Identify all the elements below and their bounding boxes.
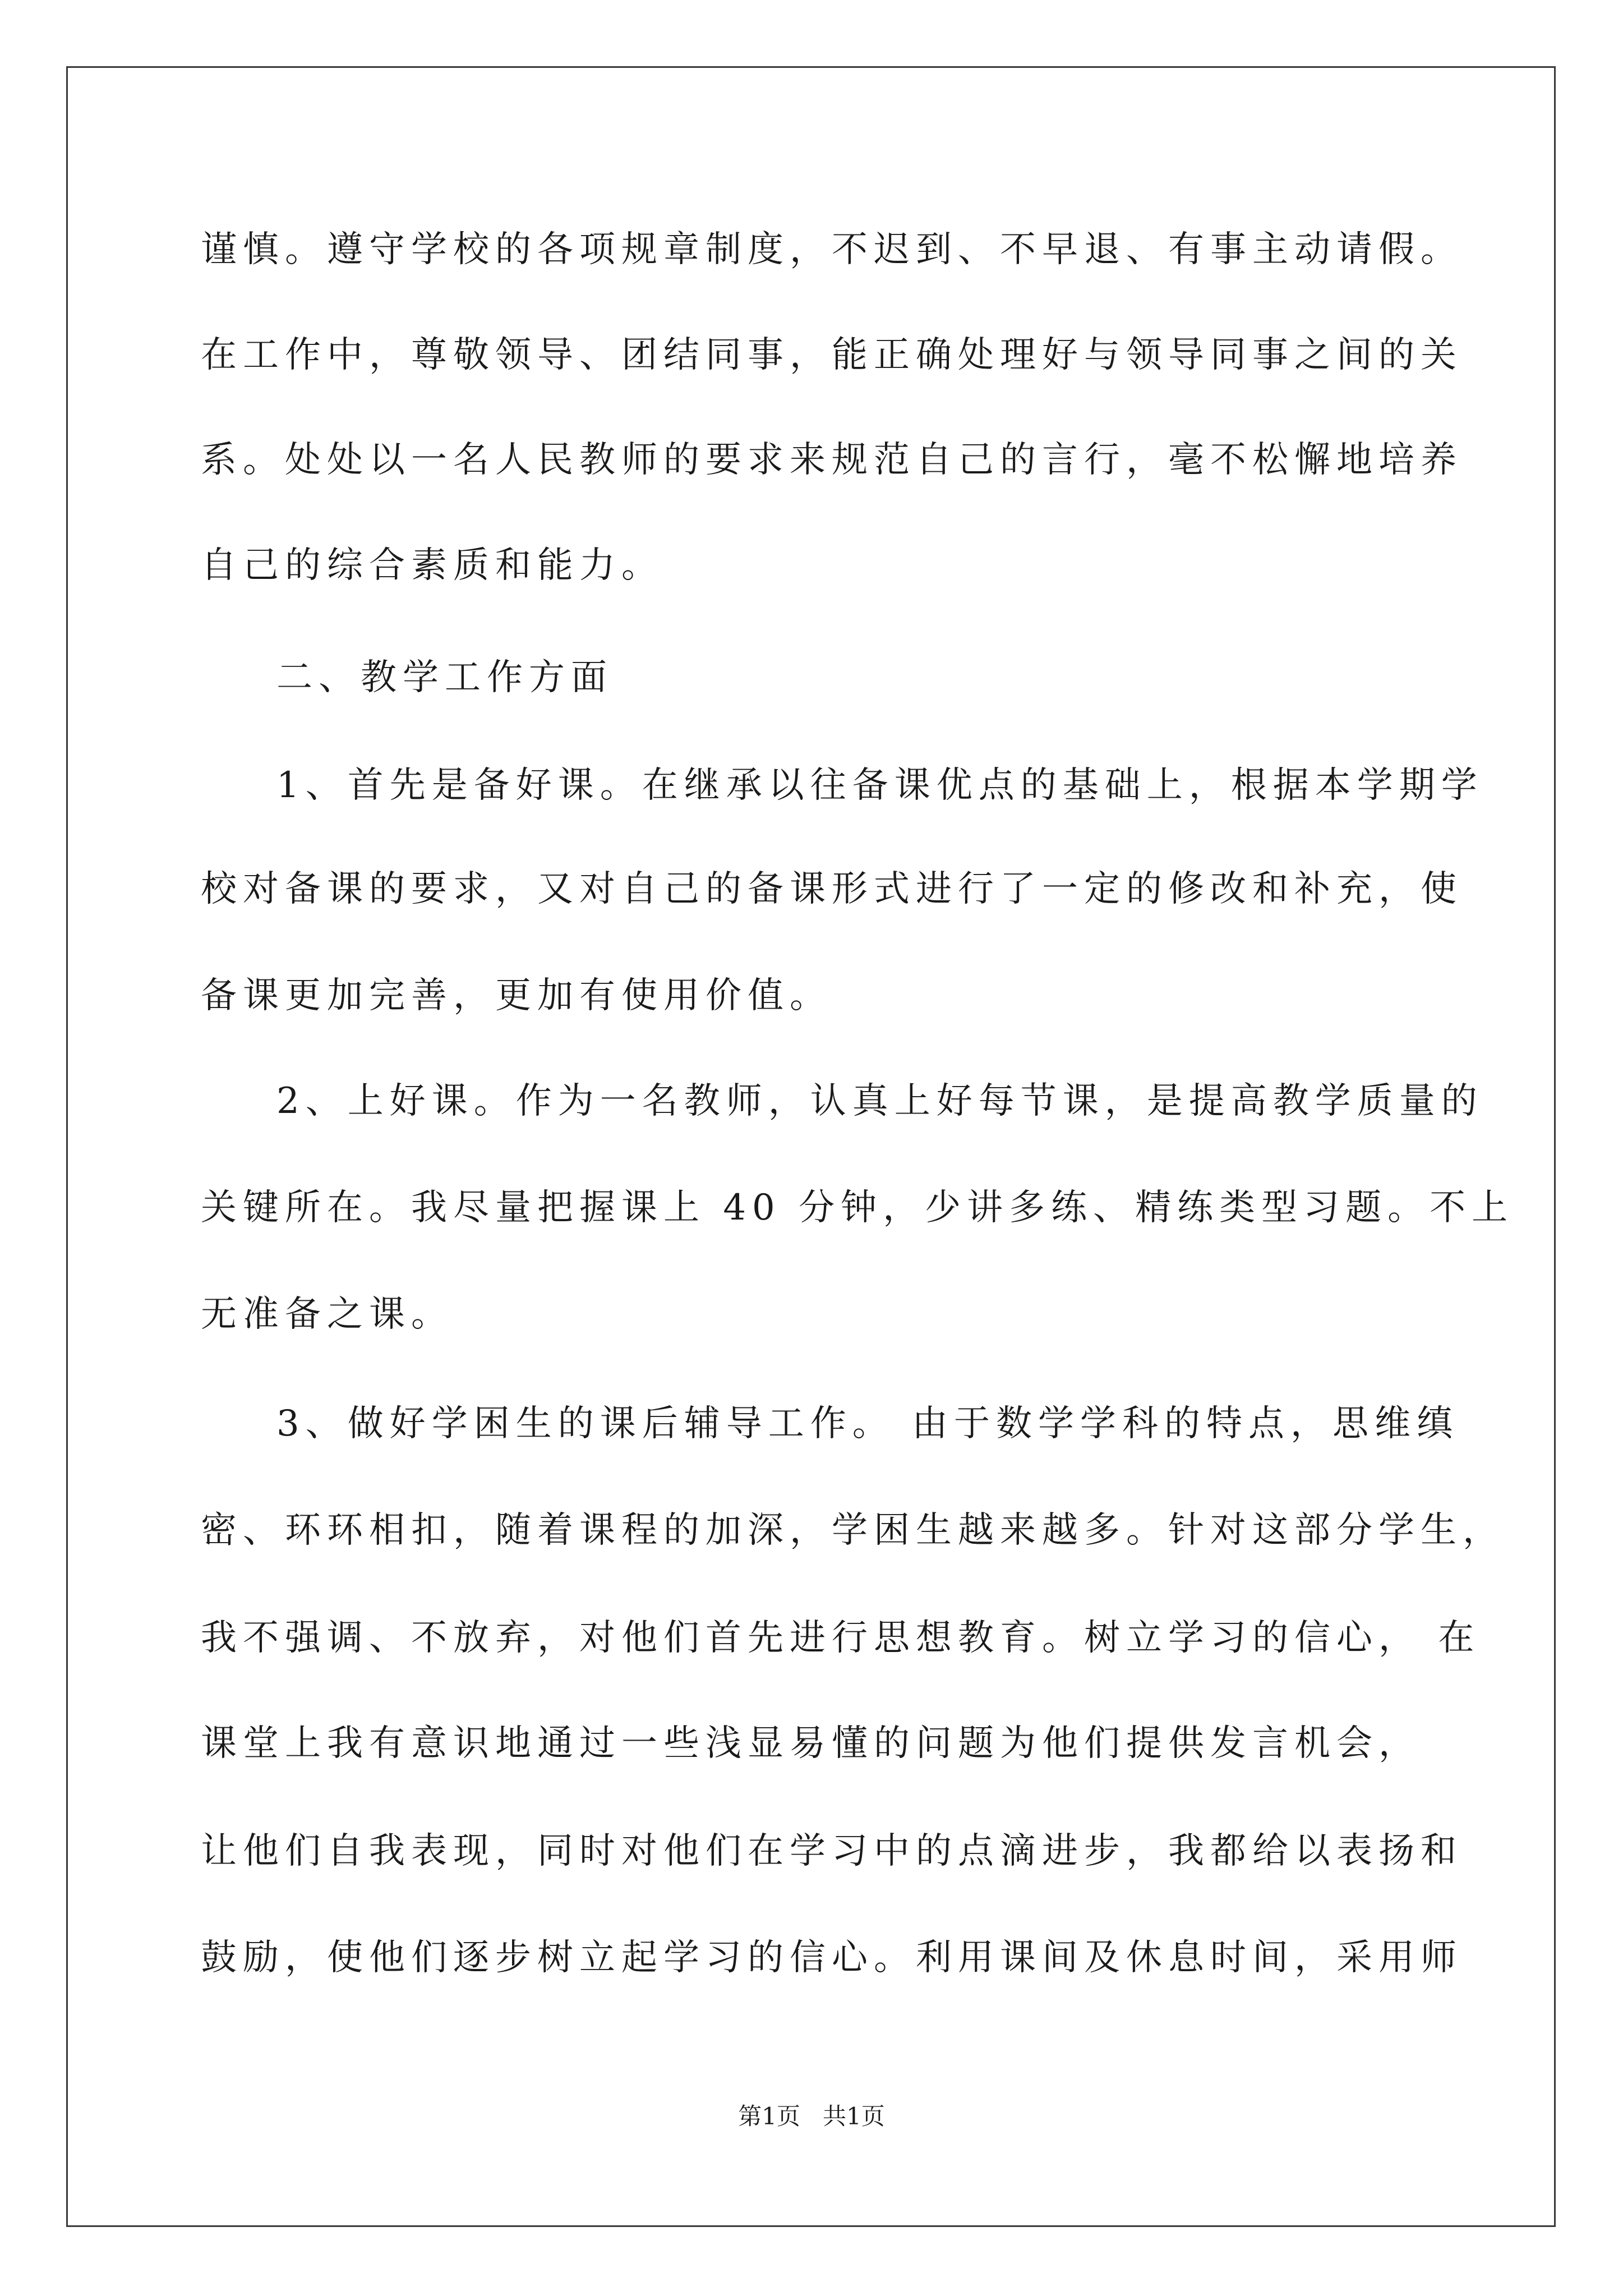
text-line: 密、环环相扣，随着课程的加深，学困生越来越多。针对这部分学生，: [201, 1510, 1505, 1551]
text-line: 让他们自我表现，同时对他们在学习中的点滴进步，我都给以表扬和: [201, 1830, 1463, 1872]
text-line: 谨慎。遵守学校的各项规章制度，不迟到、不早退、有事主动请假。: [201, 229, 1463, 270]
text-line: 备课更加完善，更加有使用价值。: [201, 975, 832, 1016]
text-line: 1、首先是备好课。在继承以往备课优点的基础上，根据本学期学: [276, 765, 1483, 806]
text-line: 鼓励，使他们逐步树立起学习的信心。利用课间及休息时间，采用师: [201, 1937, 1463, 1978]
text-line: 自己的综合素质和能力。: [201, 545, 663, 586]
text-line: 校对备课的要求，又对自己的备课形式进行了一定的修改和补充，使: [201, 868, 1463, 910]
text-line: 课堂上我有意识地通过一些浅显易懂的问题为他们提供发言机会，: [201, 1723, 1421, 1764]
text-line: 无准备之课。: [201, 1294, 453, 1335]
page-footer: 第1页 共1页: [738, 2102, 885, 2130]
text-line: 关键所在。我尽量把握课上 40 分钟，少讲多练、精练类型习题。不上: [201, 1187, 1514, 1228]
text-line: 2、上好课。作为一名教师，认真上好每节课，是提高教学质量的: [276, 1080, 1483, 1122]
text-line: 我不强调、不放弃，对他们首先进行思想教育。树立学习的信心， 在: [201, 1617, 1481, 1659]
text-line: 3、做好学困生的课后辅导工作。 由于数学学科的特点，思维缜: [276, 1403, 1459, 1444]
section-heading: 二、教学工作方面: [276, 657, 613, 698]
page-border: [66, 66, 1556, 2227]
text-line: 在工作中，尊敬领导、团结同事，能正确处理好与领导同事之间的关: [201, 334, 1463, 376]
text-line: 系。处处以一名人民教师的要求来规范自己的言行，毫不松懈地培养: [201, 439, 1463, 481]
